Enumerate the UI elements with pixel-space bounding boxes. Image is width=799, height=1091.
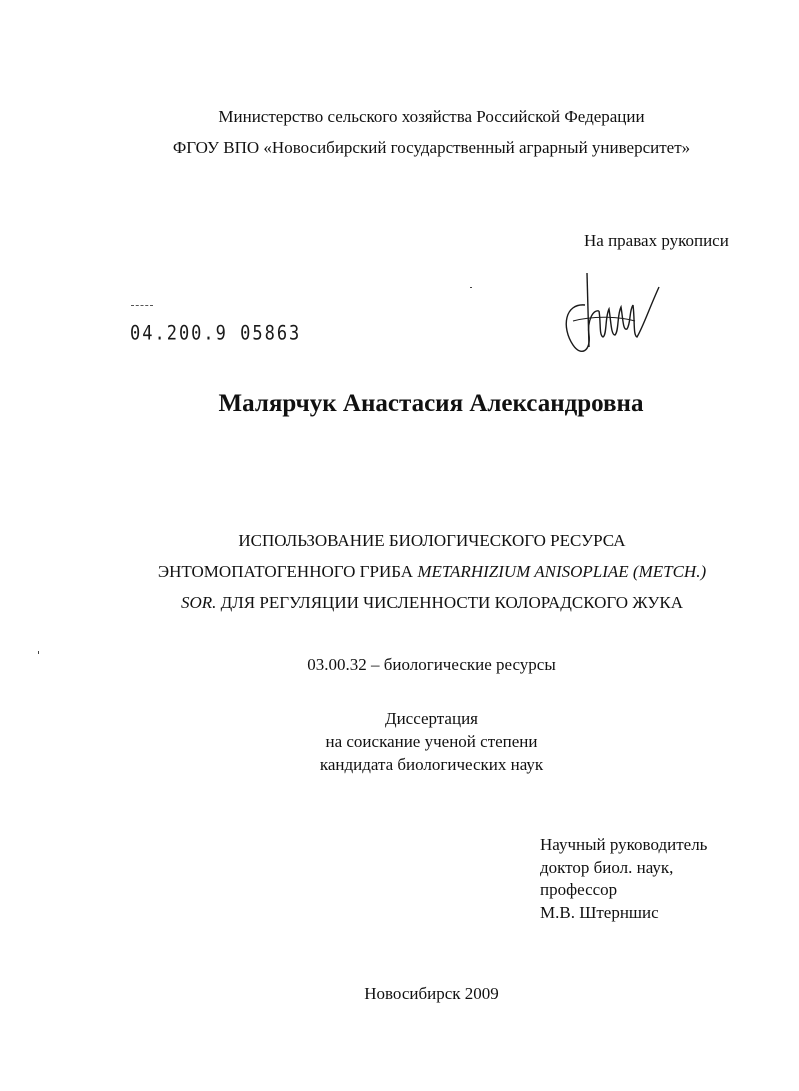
ministry-heading: Министерство сельского хозяйства Российской Федерации [218,107,645,126]
author-name: Малярчук Анастасия Александровна [218,390,644,417]
supervisor-rank: профессор [540,880,618,899]
university-heading: ФГОУ ВПО «Новосибирский государственный аграрный университет» [172,138,691,157]
dissertation-label: Диссертация [384,709,478,728]
registration-number: 04.200.9 05863 [130,322,302,345]
dissertation-title-line-3 [0,592,799,614]
degree-name: кандидата биологических наук [319,755,544,774]
title-line-2-prefix: ЭНТОМОПАТОГЕННОГО ГРИБА [157,562,418,581]
supervisor-degree: доктор биол. наук, [540,857,674,877]
supervisor-name: М.В. Штерншис [540,902,659,922]
supervisor-block [540,834,707,924]
manuscript-note: На правах рукописи [584,231,729,250]
dissertation-title-line-1: ИСПОЛЬЗОВАНИЕ БИОЛОГИЧЕСКОГО РЕСУРСА [238,531,626,550]
dissertation-title-line-2 [0,561,799,583]
species-name: METARHIZIUM ANISOPLIAE (METCH.) [417,562,707,581]
supervisor-role: Научный руководитель [540,835,708,854]
title-line-3-suffix: ДЛЯ РЕГУЛЯЦИИ ЧИСЛЕННОСТИ КОЛОРАДСКОГО ЖУКА [216,593,683,612]
species-authority: SOR. [181,593,217,612]
degree-purpose: на соискание ученой степени [325,732,538,751]
stamp-mark [131,305,153,306]
specialty-code: 03.00.32 – биологические ресурсы [307,655,556,674]
city-year: Новосибирск 2009 [364,984,499,1003]
signature-image [555,265,665,365]
scan-speck [470,287,472,288]
